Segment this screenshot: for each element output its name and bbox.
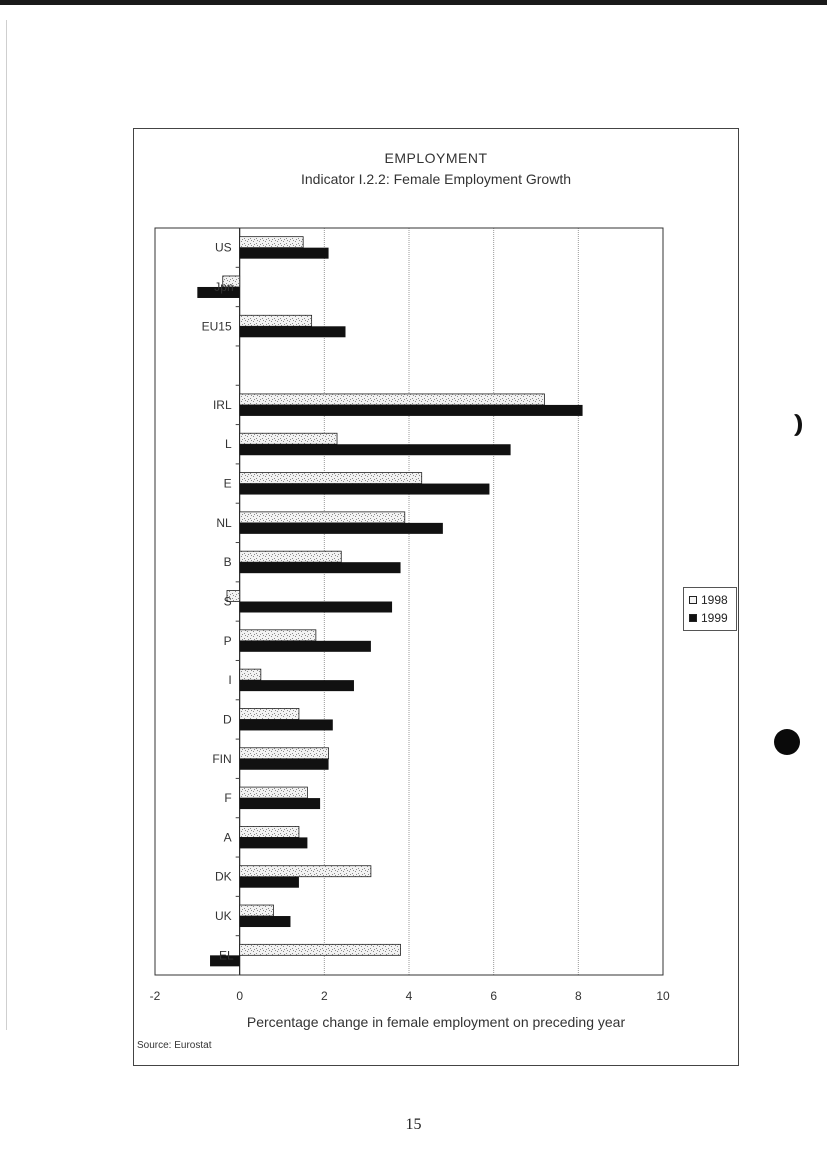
page-number: 15 bbox=[405, 1116, 422, 1133]
category-label: IRL bbox=[212, 397, 232, 412]
legend-label-1999: 1999 bbox=[701, 611, 728, 625]
legend-item-1998 bbox=[689, 591, 736, 609]
bar-1998-E bbox=[240, 473, 422, 484]
bar-1999-A bbox=[240, 837, 308, 848]
category-label: F bbox=[224, 791, 232, 806]
bar-1998-F bbox=[240, 787, 308, 798]
bar-1999-EU15 bbox=[240, 326, 346, 337]
category-label: D bbox=[222, 712, 232, 727]
bar-1999-NL bbox=[240, 523, 443, 534]
legend-label-1998: 1998 bbox=[701, 593, 728, 607]
bar-1998-L bbox=[240, 433, 337, 444]
legend-item-1999 bbox=[689, 609, 736, 627]
bar-1998-I bbox=[240, 669, 261, 680]
category-label: S bbox=[223, 594, 232, 609]
category-label: Jpn bbox=[214, 279, 234, 294]
bar-1998-EL bbox=[240, 944, 401, 955]
bar-1998-A bbox=[240, 826, 299, 837]
bar-1998-US bbox=[240, 237, 304, 248]
category-label: EU15 bbox=[201, 319, 232, 334]
bar-1998-IRL bbox=[240, 394, 545, 405]
category-label: P bbox=[223, 633, 232, 648]
x-tick-label: -2 bbox=[149, 989, 161, 1003]
scan-mark-crescent bbox=[786, 414, 798, 436]
bar-1998-NL bbox=[240, 512, 405, 523]
x-tick-label: 10 bbox=[656, 989, 670, 1003]
category-label: US bbox=[214, 240, 232, 255]
category-label: DK bbox=[214, 869, 232, 884]
bar-1998-UK bbox=[240, 905, 274, 916]
bar-1999-S bbox=[240, 602, 392, 613]
category-label: E bbox=[223, 476, 232, 491]
bar-1999-DK bbox=[240, 877, 299, 888]
bar-1998-P bbox=[240, 630, 316, 641]
bar-1999-UK bbox=[240, 916, 291, 927]
chart-legend bbox=[683, 587, 737, 631]
chart-subtitle: Indicator I.2.2: Female Employment Growth bbox=[301, 171, 571, 187]
x-tick-label: 6 bbox=[490, 989, 498, 1003]
legend-swatch-1999 bbox=[689, 614, 697, 622]
legend-swatch-1998 bbox=[689, 596, 697, 604]
x-axis-label: Percentage change in female employment on preceding year bbox=[246, 1014, 626, 1030]
category-label: B bbox=[223, 555, 232, 570]
bar-1999-D bbox=[240, 719, 333, 730]
x-tick-label: 0 bbox=[236, 989, 244, 1003]
source-note: Source: Eurostat bbox=[137, 1040, 212, 1051]
bar-1999-US bbox=[240, 248, 329, 259]
bar-1998-B bbox=[240, 551, 342, 562]
category-label: A bbox=[223, 830, 232, 845]
bar-1999-I bbox=[240, 680, 354, 691]
bar-1999-P bbox=[240, 641, 371, 652]
bar-1999-FIN bbox=[240, 759, 329, 770]
bar-1998-D bbox=[240, 708, 299, 719]
bar-1999-E bbox=[240, 484, 490, 495]
bar-1998-DK bbox=[240, 866, 371, 877]
x-tick-label: 2 bbox=[320, 989, 328, 1003]
category-label: NL bbox=[216, 515, 232, 530]
bar-1999-L bbox=[240, 444, 511, 455]
category-label: I bbox=[228, 673, 232, 688]
scan-mark-dot bbox=[774, 729, 800, 755]
x-tick-label: 4 bbox=[405, 989, 413, 1003]
bar-1998-EU15 bbox=[240, 315, 312, 326]
category-label: UK bbox=[214, 909, 232, 924]
category-label: EL bbox=[218, 948, 234, 963]
bar-1999-IRL bbox=[240, 405, 583, 416]
chart-title: EMPLOYMENT bbox=[384, 150, 488, 166]
category-label: FIN bbox=[212, 751, 232, 766]
bar-1998-FIN bbox=[240, 748, 329, 759]
bar-1999-F bbox=[240, 798, 320, 809]
category-label: L bbox=[224, 437, 232, 452]
bar-1999-B bbox=[240, 562, 401, 573]
x-tick-label: 8 bbox=[574, 989, 582, 1003]
